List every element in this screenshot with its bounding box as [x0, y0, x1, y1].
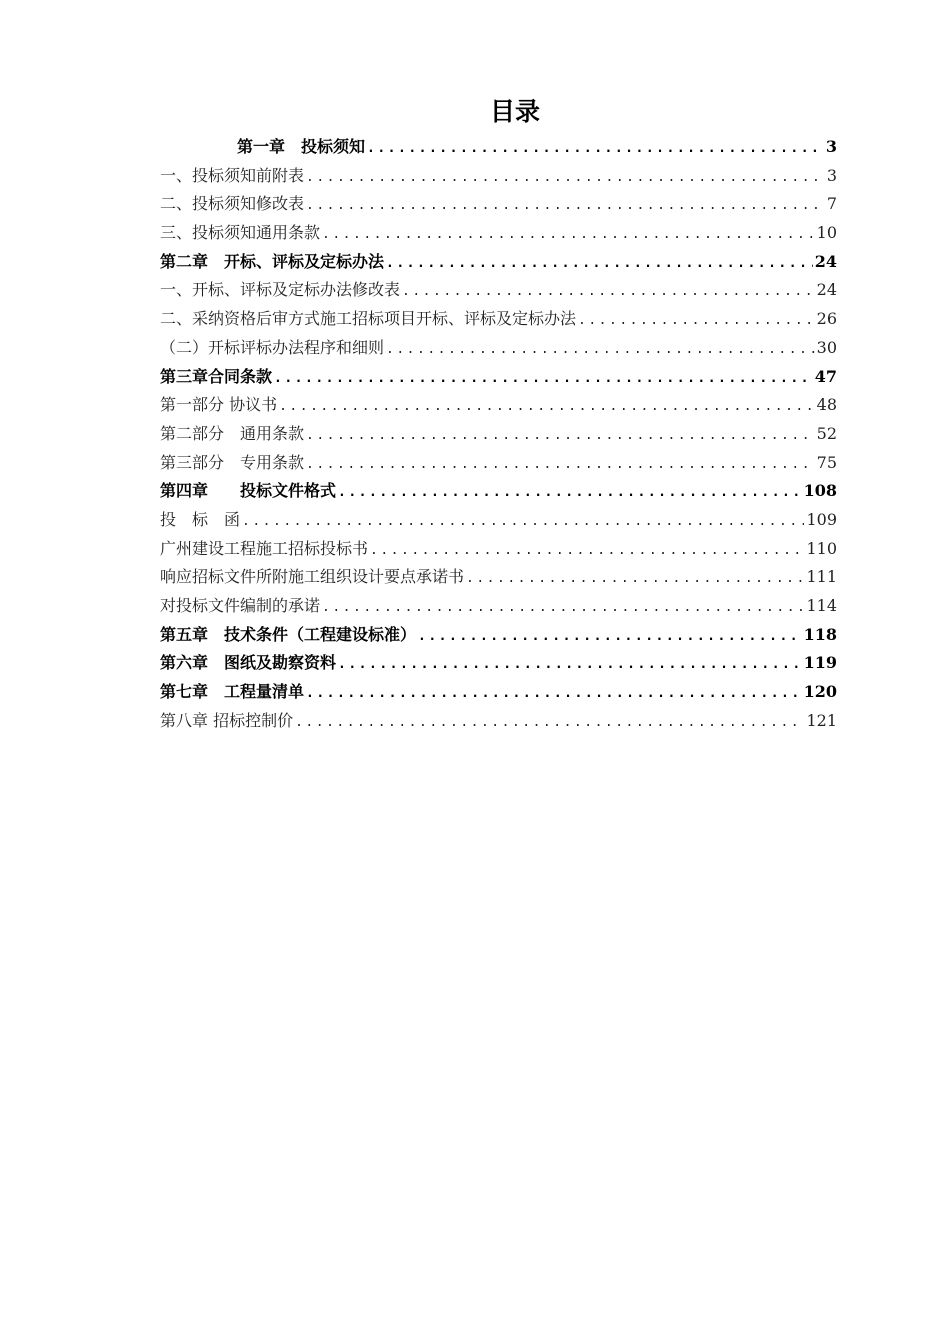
toc-entry-page-number: 3: [826, 165, 837, 185]
toc-entry-page-number: 121: [806, 710, 837, 730]
toc-leader-dots: [306, 451, 815, 480]
toc-entry-label: 二、投标须知修改表: [160, 194, 305, 214]
toc-entry-page-number: 10: [816, 223, 837, 243]
toc-leader-dots: [306, 680, 802, 709]
toc-entry-page-number: 108: [803, 481, 837, 501]
toc-leader-dots: [578, 307, 815, 336]
toc-entry-page-number: 111: [806, 567, 837, 587]
page-title: 目录: [489, 97, 540, 126]
toc-leader-dots: [370, 537, 804, 566]
toc-entry-label: 第一部分 协议书: [160, 395, 278, 415]
toc-entry-page-number: 109: [806, 509, 837, 529]
toc-entry-label: 第一章 投标须知: [237, 137, 366, 156]
toc-entry-page-number: 24: [814, 251, 837, 271]
toc-entry-page-number: 24: [816, 280, 837, 300]
toc-entry[interactable]: [160, 563, 837, 592]
toc-leader-dots: [306, 422, 815, 451]
toc-entry[interactable]: [160, 707, 837, 736]
toc-entry[interactable]: [160, 449, 837, 478]
toc-entry-page-number: 52: [816, 423, 837, 443]
toc-entry-label: 第二章 开标、评标及定标办法: [160, 251, 385, 271]
toc-entry[interactable]: [160, 649, 837, 678]
toc-entry[interactable]: [160, 219, 837, 248]
toc-entry-label: 对投标文件编制的承诺: [160, 596, 321, 615]
toc-entry-page-number: 114: [806, 596, 837, 615]
toc-leader-dots: [306, 164, 825, 193]
toc-entry[interactable]: [160, 305, 837, 334]
toc-leader-dots: [466, 565, 804, 594]
toc-entry[interactable]: [160, 363, 837, 392]
toc-entry-page-number: 30: [816, 337, 837, 357]
toc-entry-label: 第二部分 通用条款: [160, 423, 305, 443]
toc-entry-label: 投 标 函: [160, 509, 241, 529]
toc-entry-page-number: 3: [825, 137, 837, 156]
toc-leader-dots: [322, 594, 804, 623]
toc-entry-label: 第六章 图纸及勘察资料: [160, 653, 337, 673]
toc-entry-page-number: 119: [803, 653, 837, 673]
toc-entry[interactable]: [160, 592, 837, 621]
toc-entry-page-number: 7: [826, 194, 837, 214]
toc-entry-label: 第七章 工程量清单: [160, 682, 305, 702]
toc-entry[interactable]: [160, 391, 837, 420]
toc-entry-page-number: 118: [803, 624, 837, 644]
toc-leader-dots: [338, 479, 802, 508]
toc-entry[interactable]: [160, 190, 837, 219]
toc-entry-label: 广州建设工程施工招标投标书: [160, 538, 369, 558]
toc-entry[interactable]: [160, 248, 837, 277]
toc-entry-page-number: 26: [816, 309, 837, 329]
toc-leader-dots: [418, 623, 802, 652]
toc-entry-page-number: 75: [816, 452, 837, 472]
toc-leader-dots: [386, 336, 815, 365]
toc-entry[interactable]: [160, 133, 837, 162]
toc-leader-dots: [274, 365, 813, 394]
toc-entry-label: 一、投标须知前附表: [160, 165, 305, 185]
toc-entry-label: 第三章合同条款: [160, 366, 273, 386]
toc-entry-label: 第四章 投标文件格式: [160, 481, 337, 501]
toc-entry[interactable]: [160, 506, 837, 535]
toc-entry-label: （二）开标评标办法程序和细则: [160, 337, 385, 357]
toc-entry[interactable]: [160, 162, 837, 191]
toc-entry[interactable]: [160, 678, 837, 707]
toc-leader-dots: [279, 393, 815, 422]
toc-entry-page-number: 48: [816, 395, 837, 415]
toc-leader-dots: [242, 508, 804, 537]
toc-entry-label: 一、开标、评标及定标办法修改表: [160, 280, 401, 300]
toc-entry[interactable]: [160, 420, 837, 449]
toc-leader-dots: [295, 709, 804, 738]
toc-entry[interactable]: [160, 334, 837, 363]
table-of-contents: [160, 133, 837, 735]
toc-leader-dots: [402, 278, 815, 307]
toc-entry-label: 三、投标须知通用条款: [160, 223, 321, 243]
toc-entry[interactable]: [160, 477, 837, 506]
toc-entry-label: 第八章 招标控制价: [160, 710, 294, 730]
toc-leader-dots: [386, 250, 813, 279]
toc-entry-page-number: 120: [803, 682, 837, 702]
toc-entry-label: 第五章 技术条件（工程建设标准）: [160, 624, 417, 644]
toc-entry-page-number: 110: [806, 538, 837, 558]
toc-entry[interactable]: [160, 276, 837, 305]
toc-entry-label: 二、采纳资格后审方式施工招标项目开标、评标及定标办法: [160, 309, 577, 329]
toc-entry-label: 响应招标文件所附施工组织设计要点承诺书: [160, 567, 465, 587]
toc-entry[interactable]: [160, 535, 837, 564]
toc-leader-dots: [306, 192, 825, 221]
toc-entry[interactable]: [160, 621, 837, 650]
toc-leader-dots: [322, 221, 815, 250]
toc-entry-page-number: 47: [814, 366, 837, 386]
toc-leader-dots: [367, 135, 824, 164]
toc-entry-label: 第三部分 专用条款: [160, 452, 305, 472]
toc-leader-dots: [338, 651, 802, 680]
